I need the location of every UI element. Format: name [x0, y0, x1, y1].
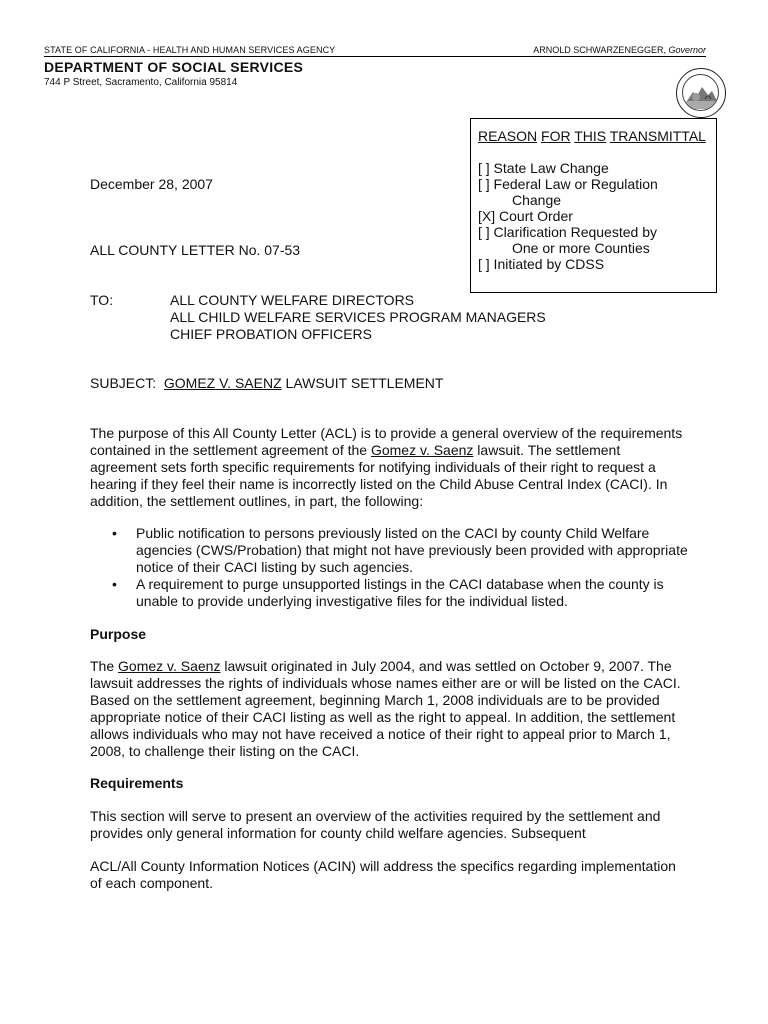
- list-item: • Public notification to persons previously listed on the CACI by county Child Welfare agencies (CWS/Probation) that might not have previously been provided with appropriate notice of their CACI listing by such agencies.: [112, 525, 688, 575]
- governor-title: Governor: [668, 45, 706, 55]
- bullet-icon: •: [112, 576, 117, 592]
- governor-name: ARNOLD SCHWARZENEGGER,: [533, 45, 666, 55]
- recipient: ALL COUNTY WELFARE DIRECTORS: [170, 292, 415, 308]
- settlement-bullets: [112, 525, 692, 610]
- transmittal-box: [470, 118, 717, 293]
- purpose-paragraph: The Gomez v. Saenz lawsuit originated in July 2004, and was settled on October 9, 2007. The lawsuit addresses the rights of individuals whose names either are or will be listed on the CACI. Based on the settlement agreement, beginning March 1, 2008 individuals are to be provided appropriate notice of their CACI listing as well as the right to appeal. In addition, the settlement allows individuals who may not have received a notice of their right to appeal prior to March 1, 2008, to challenge their listing on the CACI.: [90, 658, 681, 759]
- transmittal-item-cdss: [ ] Initiated by CDSS: [478, 256, 605, 272]
- transmittal-item-federal-law: [ ] Federal Law or Regulation: [478, 176, 658, 192]
- to-label: TO:: [90, 292, 114, 308]
- header-rule: [44, 56, 706, 57]
- transmittal-item-clarification-cont: One or more Counties: [512, 240, 650, 256]
- bullet-icon: •: [112, 525, 117, 541]
- requirements-paragraph: This section will serve to present an overview of the activities required by the settlement and provides only general information for county child welfare agencies. Subsequent: [90, 808, 661, 841]
- requirements-heading: Requirements: [90, 775, 184, 791]
- letter-number: ALL COUNTY LETTER No. 07-53: [90, 242, 301, 258]
- subject-label: SUBJECT:: [90, 375, 157, 391]
- transmittal-item-federal-law-cont: Change: [512, 192, 562, 208]
- governor-header: [533, 45, 706, 55]
- subject-line: [90, 375, 443, 392]
- requirements-paragraph-2: ACL/All County Information Notices (ACIN) will address the specifics regarding implementation of each component.: [90, 858, 676, 891]
- transmittal-item-court-order: [X] Court Order: [478, 208, 573, 224]
- case-name: Gomez v. Saenz: [370, 442, 474, 458]
- recipient: CHIEF PROBATION OFFICERS: [170, 326, 372, 342]
- list-item: • A requirement to purge unsupported listings in the CACI database when the county is unable to provide underlying investigative files for the individual listed.: [112, 576, 664, 609]
- subject-case: GOMEZ V. SAENZ: [163, 375, 282, 391]
- agency-header: STATE OF CALIFORNIA - HEALTH AND HUMAN SERVICES AGENCY: [44, 45, 336, 55]
- recipients-list: [170, 292, 546, 343]
- letter-date: December 28, 2007: [90, 176, 213, 192]
- department-address: 744 P Street, Sacramento, California 95814: [44, 77, 238, 88]
- transmittal-title: REASON FOR THIS TRANSMITTAL: [478, 128, 706, 144]
- case-name: Gomez v. Saenz: [118, 658, 221, 674]
- transmittal-item-clarification: [ ] Clarification Requested by: [478, 224, 657, 240]
- purpose-heading: Purpose: [90, 626, 147, 642]
- intro-paragraph: The purpose of this All County Letter (ACL) is to provide a general overview of the requirements contained in the settlement agreement of the Gomez v. Saenz lawsuit. The settlement agreement sets forth specific requirements for notifying individuals of their right to request a hearing if they feel their name is incorrectly listed on the Child Abuse Central Index (CACI). In addition, the settlement outlines, in part, the following:: [90, 425, 683, 509]
- subject-rest: LAWSUIT SETTLEMENT: [281, 375, 444, 391]
- transmittal-item-state-law: [ ] State Law Change: [478, 160, 609, 176]
- state-seal-icon: [676, 68, 726, 118]
- department-name: DEPARTMENT OF SOCIAL SERVICES: [44, 59, 304, 75]
- recipient: ALL CHILD WELFARE SERVICES PROGRAM MANAGERS: [170, 309, 546, 325]
